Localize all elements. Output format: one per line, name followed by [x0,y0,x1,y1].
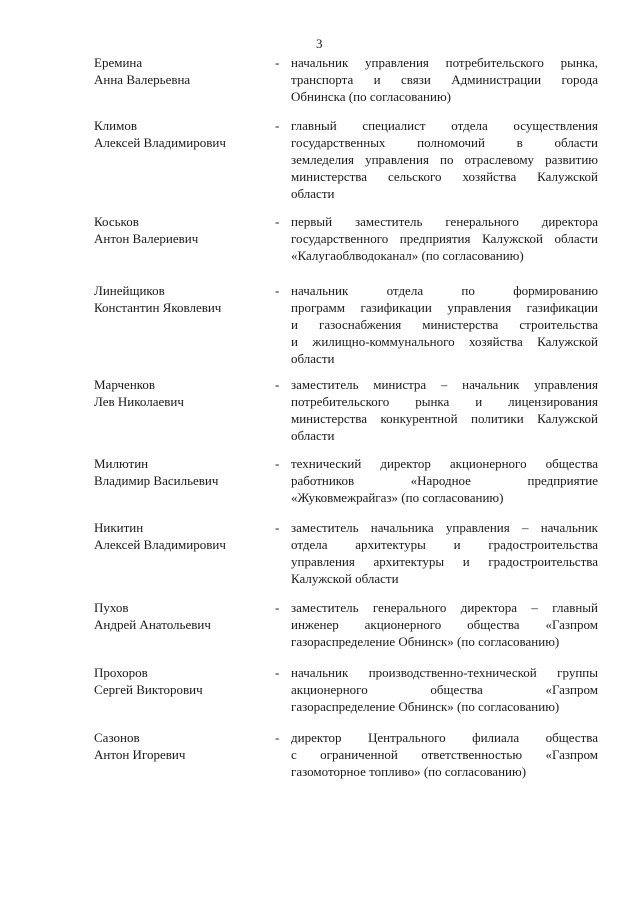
position-line: земледелия управления по отраслевому развитию [291,152,598,167]
entry-dash: - [275,55,280,70]
position-line: области [291,428,335,443]
member-position [291,117,598,202]
position-line: инженер акционерного общества «Газпром [291,617,598,632]
member-name [94,376,274,410]
member-name [94,519,274,553]
member-position [291,599,598,650]
position-line: главный специалист отдела осуществления [291,118,598,133]
member-surname: Пухов [94,600,129,615]
entry-dash: - [275,283,280,298]
position-line: начальник управления потребительского рынка, [291,55,598,70]
member-name [94,117,274,151]
member-given-names: Константин Яковлевич [94,300,222,315]
member-given-names: Андрей Анатольевич [94,617,211,632]
position-line: начальник отдела по формированию [291,283,598,298]
page-number: 3 [316,36,323,51]
member-position [291,455,598,506]
position-line: отдела архитектуры и градостроительства [291,537,598,552]
member-position [291,376,598,444]
position-line: газораспределение Обнинск» (по согласованию) [291,699,560,714]
position-line: первый заместитель генерального директора [291,214,598,229]
member-name [94,729,274,763]
entry-dash: - [275,520,280,535]
position-line: Калужской области [291,571,399,586]
member-surname: Милютин [94,456,149,471]
position-line: государственных полномочий в области [291,135,598,150]
position-line: министерства конкурентной политики Калужской [291,411,598,426]
position-line: области [291,186,335,201]
entry-dash: - [275,377,280,392]
member-name [94,282,274,316]
member-position [291,282,598,367]
position-line: и газоснабжения министерства строительства [291,317,598,332]
position-line: заместитель министра – начальник управления [291,377,598,392]
member-surname: Еремина [94,55,143,70]
member-position [291,664,598,715]
member-surname: Коськов [94,214,139,229]
member-surname: Линейщиков [94,283,165,298]
position-line: транспорта и связи Администрации города [291,72,598,87]
position-line: работников «Народное предприятие [291,473,598,488]
member-given-names: Владимир Васильевич [94,473,219,488]
member-position [291,54,598,105]
position-line: и жилищно-коммунального хозяйства Калужской [291,334,598,349]
member-name [94,54,274,88]
position-line: управления архитектуры и градостроительства [291,554,598,569]
member-given-names: Алексей Владимирович [94,135,226,150]
member-name [94,213,274,247]
position-line: с ограниченной ответственностью «Газпром [291,747,598,762]
entry-dash: - [275,118,280,133]
member-name [94,599,274,633]
entry-dash: - [275,665,280,680]
position-line: начальник производственно-технической группы [291,665,598,680]
position-line: технический директор акционерного общества [291,456,598,471]
member-given-names: Алексей Владимирович [94,537,226,552]
member-given-names: Лев Николаевич [94,394,184,409]
position-line: «Жуковмежрайгаз» (по согласованию) [291,490,504,505]
position-line: директор Центрального филиала общества [291,730,598,745]
member-surname: Климов [94,118,137,133]
position-line: программ газификации управления газификации [291,300,598,315]
entry-dash: - [275,456,280,471]
position-line: заместитель генерального директора – главный [291,600,598,615]
position-line: государственного предприятия Калужской области [291,231,598,246]
position-line: газораспределение Обнинск» (по согласованию) [291,634,560,649]
position-line: области [291,351,335,366]
position-line: «Калугаоблводоканал» (по согласованию) [291,248,524,263]
member-position [291,213,598,264]
position-line: газомоторное топливо» (по согласованию) [291,764,527,779]
position-line: Обнинска (по согласованию) [291,89,451,104]
entry-dash: - [275,214,280,229]
member-position [291,519,598,587]
member-surname: Прохоров [94,665,148,680]
member-surname: Никитин [94,520,144,535]
member-given-names: Анна Валерьевна [94,72,191,87]
member-name [94,455,274,489]
entry-dash: - [275,600,280,615]
member-name [94,664,274,698]
position-line: министерства сельского хозяйства Калужской [291,169,598,184]
member-surname: Сазонов [94,730,140,745]
member-given-names: Антон Игоревич [94,747,186,762]
position-line: акционерного общества «Газпром [291,682,598,697]
member-given-names: Антон Валериевич [94,231,199,246]
position-line: потребительского рынка и лицензирования [291,394,598,409]
member-given-names: Сергей Викторович [94,682,203,697]
position-line: заместитель начальника управления – начальник [291,520,598,535]
entry-dash: - [275,730,280,745]
member-surname: Марченков [94,377,156,392]
member-position [291,729,598,780]
